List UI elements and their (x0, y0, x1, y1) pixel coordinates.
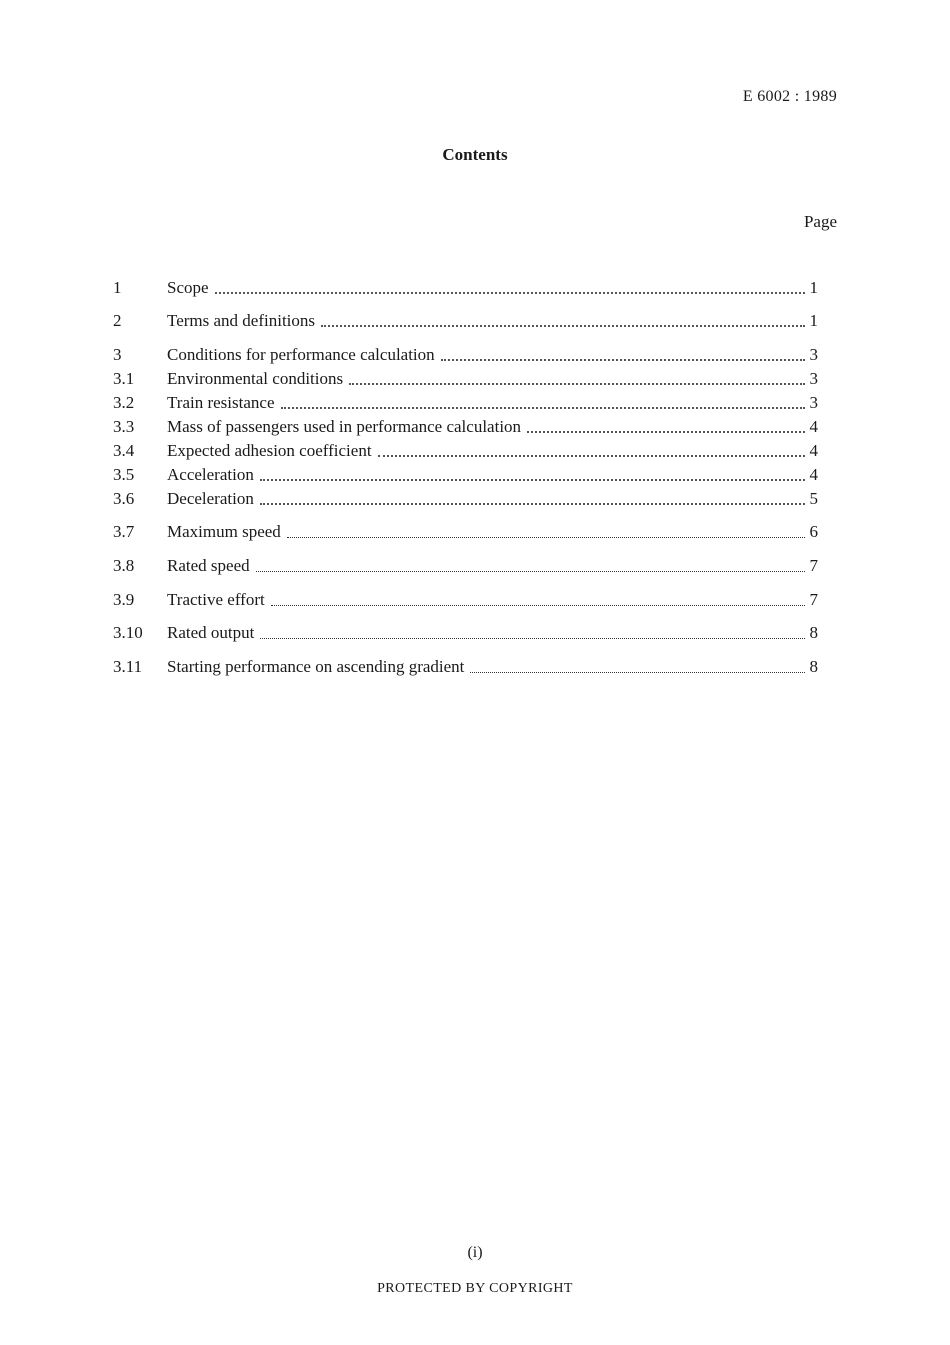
leader-dots (287, 536, 805, 538)
toc-entry-number: 3.4 (113, 441, 135, 460)
leader-dots (215, 291, 805, 294)
toc-entry-title: Starting performance on ascending gradient (167, 657, 465, 676)
toc-entry-title: Mass of passengers used in performance calculation (167, 417, 522, 436)
leader-dots (470, 671, 804, 673)
toc-entry-title: Rated output (167, 623, 255, 642)
toc-entry-number: 2 (113, 311, 122, 330)
leader-dots (260, 502, 805, 505)
toc-entry-page: 3 (809, 345, 818, 364)
toc-entry-page: 8 (809, 657, 818, 676)
toc-entry-number: 3.8 (113, 556, 135, 575)
toc-entry-number: 3 (113, 345, 122, 364)
toc-entry[interactable] (113, 368, 818, 390)
toc-entry-page: 1 (809, 311, 818, 330)
toc-entry[interactable] (113, 488, 818, 510)
toc-entry-page: 8 (809, 623, 818, 642)
leader-dots (260, 637, 804, 639)
toc-entry-number: 3.1 (113, 369, 135, 388)
toc-entry-number: 3.5 (113, 465, 135, 484)
toc-entry-title: Expected adhesion coefficient (167, 441, 372, 460)
leader-dots (527, 430, 804, 433)
page-column-heading: Page (803, 212, 837, 231)
toc-entry-title: Scope (167, 278, 209, 297)
leader-dots (441, 358, 805, 361)
toc-entry-number: 3.2 (113, 393, 135, 412)
toc-entry-page: 4 (809, 441, 818, 460)
leader-dots (256, 570, 805, 572)
toc-entry-title: Environmental conditions (167, 369, 344, 388)
toc-entry-number: 3.7 (113, 522, 135, 541)
contents-title: Contents (442, 145, 508, 164)
toc-entry[interactable] (113, 622, 818, 644)
toc-entry-number: 1 (113, 278, 122, 297)
copyright-notice: PROTECTED BY COPYRIGHT (377, 1281, 573, 1296)
leader-dots (281, 406, 805, 409)
toc-entry[interactable] (113, 521, 818, 543)
toc-entry-page: 7 (809, 556, 818, 575)
toc-entry-page: 4 (809, 417, 818, 436)
toc-entry[interactable] (113, 416, 818, 438)
toc-entry-number: 3.9 (113, 590, 135, 609)
toc-entry[interactable] (113, 344, 818, 366)
toc-entry-number: 3.11 (113, 657, 143, 676)
toc-entry-title: Rated speed (167, 556, 250, 575)
toc-entry-page: 3 (809, 393, 818, 412)
doc-number: E 6002 : 1989 (742, 88, 837, 105)
footer-page-number: (i) (467, 1244, 483, 1261)
toc-entry-page: 5 (809, 489, 818, 508)
leader-dots (271, 604, 805, 606)
toc-entry[interactable] (113, 277, 818, 299)
toc-entry-page: 1 (809, 278, 818, 297)
toc-entry-title: Conditions for performance calculation (167, 345, 435, 364)
toc-entry-page: 7 (809, 590, 818, 609)
toc-entry[interactable] (113, 440, 818, 462)
leader-dots (260, 478, 805, 481)
toc-entry-page: 6 (809, 522, 818, 541)
toc-entry[interactable] (113, 392, 818, 414)
toc-entry-number: 3.3 (113, 417, 135, 436)
toc-entry-title: Acceleration (167, 465, 254, 484)
toc-entry[interactable] (113, 555, 818, 577)
toc-entry-title: Tractive effort (167, 590, 265, 609)
toc-entry-title: Maximum speed (167, 522, 281, 541)
toc-entry-page: 3 (809, 369, 818, 388)
leader-dots (321, 324, 804, 327)
leader-dots (349, 382, 804, 385)
leader-dots (378, 454, 805, 457)
toc-entry[interactable] (113, 589, 818, 611)
toc-entry-title: Terms and definitions (167, 311, 316, 330)
toc-entry[interactable] (113, 464, 818, 486)
toc-entry-number: 3.6 (113, 489, 135, 508)
toc-entry-page: 4 (809, 465, 818, 484)
toc-entry-title: Train resistance (167, 393, 275, 412)
toc-entry[interactable] (113, 656, 818, 678)
toc-entry-title: Deceleration (167, 489, 254, 508)
toc-entry-number: 3.10 (113, 623, 143, 642)
toc-entry[interactable] (113, 310, 818, 332)
